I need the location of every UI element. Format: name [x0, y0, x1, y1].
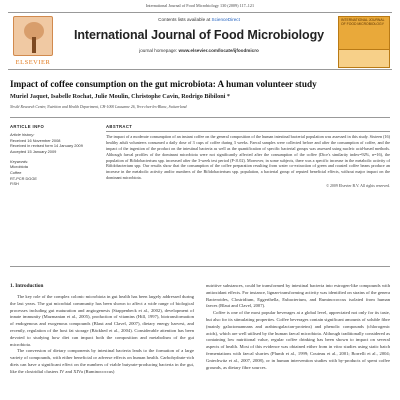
body-column-left: [10, 283, 194, 376]
body-paragraph: The conversion of dietary components by intestinal bacteria leads to the formation of a large variety of compounds, with either beneficial or adverse effects on human health. Carbohydrate-rich diets can have a significant effect on the numbers of viable butyrate-producing bacteria in the gut, like the clostridial clusters IV and XIVa (Ruminococcus): [10, 348, 194, 374]
keyword-item: FISH: [10, 181, 19, 187]
homepage-prefix: journal homepage:: [139, 48, 178, 53]
body-column-right: [206, 283, 390, 371]
keyword-item: Microbiota: [10, 164, 28, 170]
abstract-heading: ABSTRACT: [106, 124, 133, 129]
contents-prefix: Contents lists available at: [158, 17, 211, 22]
history-received: Received 16 November 2008: [10, 137, 61, 143]
contents-line: [64, 17, 334, 22]
keyword-item: RT-PCR DGGE: [10, 175, 37, 181]
abstract-box: [106, 131, 390, 188]
homepage-link[interactable]: www.elsevier.com/locate/ijfoodmicro: [178, 48, 259, 53]
divider: [10, 266, 390, 267]
author-affiliation: Nestlé Research Center, Nutrition and Health Department, CH-1000 Lausanne 26, Vers-chez-les-Blanc, Switzerland: [10, 105, 187, 109]
sciencedirect-link[interactable]: ScienceDirect: [211, 17, 240, 22]
history-accepted: Accepted 15 January 2009: [10, 149, 57, 155]
article-title: Impact of coffee consumption on the gut microbiota: A human volunteer study: [10, 79, 317, 89]
article-info-heading: ARTICLE INFO: [10, 124, 45, 129]
divider: [10, 117, 390, 118]
abstract-text: The impact of a moderate consumption of an instant coffee on the general composition of the human intestinal bacterial population was assessed in this study. Sixteen (16) healthy adult volunteers consumed a daily dose of 3 cups of coffee during 3 weeks. Faecal samples were collected before and after the consumption of coffee, and the impact of the ingestion of the product on the intestinal bacteria as well as the quantification of specific bacterial groups was assessed using nucleic acid-based methods. Although faecal profiles of the dominant microbiota were not significantly affected after the consumption of the coffee (Dice's similarity index=92%, n=16), the population of Bifidobacterium spp. increased after the 3-week test period (P<0.02). Moreover, in some subjects, there was a specific increase in the metabolic activity of Bifidobacterium spp. Our results show that the consumption of the coffee preparation resulting from water co-extraction of green and roasted coffee beans produce an increase in the metabolic activity and/or numbers of the Bifidobacterium spp. population, a bacterial group of reputed beneficial effects, without major impact on the dominant microbiota.: [106, 134, 390, 181]
body-paragraph: nutritive substances, could be transformed by intestinal bacteria into estrogen-like compounds with antioxidant effects. For instance, lignan-transforming activity was identified on strains of the genera Bacteroides, Clostridium, Eggerthella, Eubacterium, and Ruminococcus isolated from human faeces (Blaut and Clavel, 2007).: [206, 283, 390, 309]
keywords-label: Keywords:: [10, 158, 29, 164]
tree-logo-icon: [13, 16, 53, 56]
history-revised: Received in revised form 14 January 2009: [10, 143, 83, 149]
masthead-center: [64, 13, 334, 71]
abstract: [106, 124, 390, 188]
keyword-item: Coffee: [10, 170, 22, 176]
article-history-label: Article history:: [10, 132, 35, 138]
journal-cover-image[interactable]: [338, 16, 390, 68]
running-head: International Journal of Food Microbiology 130 (2009) 117–121: [145, 3, 255, 8]
body-paragraph: Coffee is one of the most popular beverages at a global level, appreciated not only for its taste, but also for its stimulating properties. Coffee beverages contain significant amounts of soluble fibre (mainly galactomannans and arabinogalactan-proteins) and phenolic compounds (chlorogenic acids), which are well utilised by the human faecal microbiota. Although traditionally considered as containing low nutritional value, regular coffee drinking has been shown to impact on several aspects of health. Most of this evidence was obtained either from in vitro studies using static batch fermentations with faecal slurries (Plumb et al., 1999; Couteau et al., 2001; Borrelli et al., 2004; Gniechwitz et al., 2007, 2008), or in human intervention studies with by-products of spent coffee grounds, as dietary fibre sources.: [206, 310, 390, 370]
journal-title: International Journal of Food Microbiology: [74, 28, 324, 42]
copyright: © 2009 Elsevier B.V. All rights reserved.: [326, 184, 390, 189]
publisher-logo-text: ELSEVIER: [15, 59, 51, 66]
section-heading: 1. Introduction: [10, 283, 44, 289]
article-info: [10, 124, 100, 187]
journal-masthead: [8, 12, 392, 70]
cover-band: [339, 49, 389, 67]
body-paragraph: The key role of the complex colonic microbiota in gut health has been largely addressed during the last years. The gut microbial community has been shown to affect a wide range of biological processes including gut maturation and angiogenesis (Stappenbeck et al., 2002), development of innate immunity (Mazmanian et al., 2005), production of vitamins (Hill, 1997), biotransformation of endogenous and exogenous compounds (Blaut and Clavel, 2007), dietary energy harvest, and recently, regulation of the host fat storage (Bäckhed et al., 2004). Considerable attention has been devoted to studying how diet can impact both the composition and metabolism of the gut microbiota.: [10, 294, 194, 347]
article-authors: Muriel Jaquet, Isabelle Rochat, Julie Moulin, Christophe Cavin, Rodrigo Bibiloni *: [10, 93, 231, 100]
cover-text: INTERNATIONAL JOURNAL OF FOOD MICROBIOLOGY: [341, 18, 385, 26]
elsevier-logo[interactable]: [10, 16, 56, 68]
homepage-line: [64, 48, 334, 53]
